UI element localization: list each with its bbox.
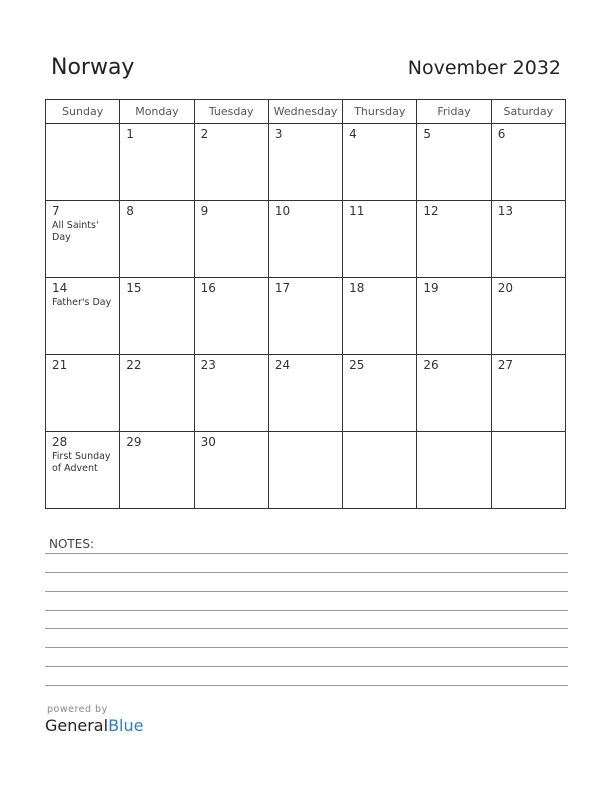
holiday-label <box>343 141 416 143</box>
day-cell <box>268 124 342 201</box>
day-number: 22 <box>126 358 142 372</box>
day-cell <box>194 201 268 278</box>
holiday-label <box>269 436 342 438</box>
brand-footer <box>45 704 143 735</box>
day-number: 17 <box>274 281 291 295</box>
holiday-label <box>195 218 268 220</box>
holiday-label <box>343 372 416 374</box>
weekday-header: Saturday <box>491 100 565 124</box>
day-cell <box>491 201 565 278</box>
holiday-label <box>492 218 565 220</box>
day-cell <box>343 201 417 278</box>
holiday-label <box>417 141 490 143</box>
holiday-label <box>492 295 565 297</box>
holiday-label <box>269 372 342 374</box>
note-line <box>45 572 568 573</box>
day-number: 20 <box>497 281 513 295</box>
day-cell <box>343 124 417 201</box>
holiday-label <box>269 295 342 297</box>
day-cell <box>46 124 120 201</box>
holiday-label <box>120 141 193 143</box>
week-row <box>46 201 566 278</box>
holiday-label <box>195 372 268 374</box>
day-cell <box>343 355 417 432</box>
holiday-label <box>343 436 416 438</box>
note-line <box>45 553 568 554</box>
note-line <box>45 628 568 629</box>
holiday-label <box>46 372 119 374</box>
day-cell <box>120 355 194 432</box>
month-year-title: November 2032 <box>407 57 561 79</box>
day-cell <box>46 201 120 278</box>
day-number: 27 <box>497 358 513 372</box>
holiday-label <box>120 218 193 220</box>
day-number: 10 <box>274 204 291 218</box>
day-cell <box>491 432 565 509</box>
weekday-header-row <box>46 100 566 124</box>
day-number: 7 <box>52 204 60 218</box>
holiday-label <box>120 372 193 374</box>
holiday-label: All Saints' Day <box>52 220 99 243</box>
day-cell <box>491 355 565 432</box>
day-cell <box>417 124 491 201</box>
weekday-header: Wednesday <box>268 100 342 124</box>
day-cell <box>194 355 268 432</box>
day-number: 1 <box>126 127 134 141</box>
day-number: 8 <box>126 204 134 218</box>
day-number: 6 <box>497 127 506 141</box>
country-title: Norway <box>51 55 135 80</box>
day-number: 23 <box>200 358 216 372</box>
week-row <box>46 355 566 432</box>
day-number: 13 <box>497 204 513 218</box>
holiday-label <box>269 141 342 143</box>
day-cell <box>343 432 417 509</box>
note-line <box>45 647 568 648</box>
day-cell <box>268 201 342 278</box>
day-number: 11 <box>349 204 365 218</box>
holiday-label <box>417 295 490 297</box>
day-number: 14 <box>52 281 68 295</box>
logo-text-general: General <box>45 716 109 735</box>
holiday-label <box>195 295 268 297</box>
day-cell <box>120 201 194 278</box>
week-row <box>46 432 566 509</box>
holiday-label <box>46 128 119 130</box>
holiday-label <box>417 436 490 438</box>
holiday-label <box>492 436 565 438</box>
day-number: 26 <box>423 358 439 372</box>
day-cell <box>417 355 491 432</box>
holiday-label <box>269 218 342 220</box>
calendar-grid <box>45 99 566 509</box>
day-cell <box>268 432 342 509</box>
day-number: 30 <box>200 435 216 449</box>
holiday-label <box>120 449 193 451</box>
day-number: 3 <box>274 127 283 141</box>
day-cell <box>194 124 268 201</box>
day-number: 16 <box>200 281 216 295</box>
note-line <box>45 610 568 611</box>
weekday-header: Tuesday <box>194 100 268 124</box>
day-cell <box>120 432 194 509</box>
day-number: 24 <box>274 358 291 372</box>
weekday-header: Friday <box>417 100 491 124</box>
day-number: 12 <box>423 204 439 218</box>
weekday-header: Sunday <box>46 100 120 124</box>
holiday-label <box>343 218 416 220</box>
day-cell <box>120 124 194 201</box>
day-number: 9 <box>200 204 209 218</box>
day-cell <box>491 278 565 355</box>
note-line <box>45 685 568 686</box>
day-number: 5 <box>423 127 432 141</box>
day-cell <box>417 201 491 278</box>
day-cell <box>46 278 120 355</box>
holiday-label <box>492 372 565 374</box>
holiday-label <box>492 141 565 143</box>
holiday-label <box>120 295 193 297</box>
day-cell <box>417 278 491 355</box>
day-cell <box>194 278 268 355</box>
logo-text-blue: Blue <box>108 716 144 735</box>
note-line <box>45 666 568 667</box>
notes-label: NOTES: <box>49 537 94 551</box>
day-cell <box>268 278 342 355</box>
day-cell <box>194 432 268 509</box>
note-line <box>45 591 568 592</box>
day-number: 2 <box>200 127 209 141</box>
holiday-label: First Sunday of Advent <box>52 451 111 474</box>
weekday-header: Thursday <box>343 100 417 124</box>
day-cell <box>120 278 194 355</box>
day-cell <box>46 355 120 432</box>
day-number: 28 <box>52 435 68 449</box>
day-number: 15 <box>126 281 142 295</box>
day-number: 18 <box>349 281 365 295</box>
weekday-header: Monday <box>120 100 194 124</box>
day-number: 29 <box>126 435 142 449</box>
day-number: 25 <box>349 358 365 372</box>
day-cell <box>343 278 417 355</box>
week-row <box>46 124 566 201</box>
week-row <box>46 278 566 355</box>
holiday-label <box>343 295 416 297</box>
holiday-label <box>417 372 490 374</box>
day-cell <box>46 432 120 509</box>
day-cell <box>268 355 342 432</box>
holiday-label: Father's Day <box>52 297 112 308</box>
day-cell <box>417 432 491 509</box>
holiday-label <box>417 218 490 220</box>
generalblue-logo <box>45 716 143 735</box>
day-number: 21 <box>52 358 68 372</box>
powered-by-text: powered by <box>47 704 108 715</box>
holiday-label <box>195 141 268 143</box>
day-number: 19 <box>423 281 439 295</box>
day-cell <box>491 124 565 201</box>
day-number: 4 <box>349 127 357 141</box>
holiday-label <box>195 449 268 451</box>
